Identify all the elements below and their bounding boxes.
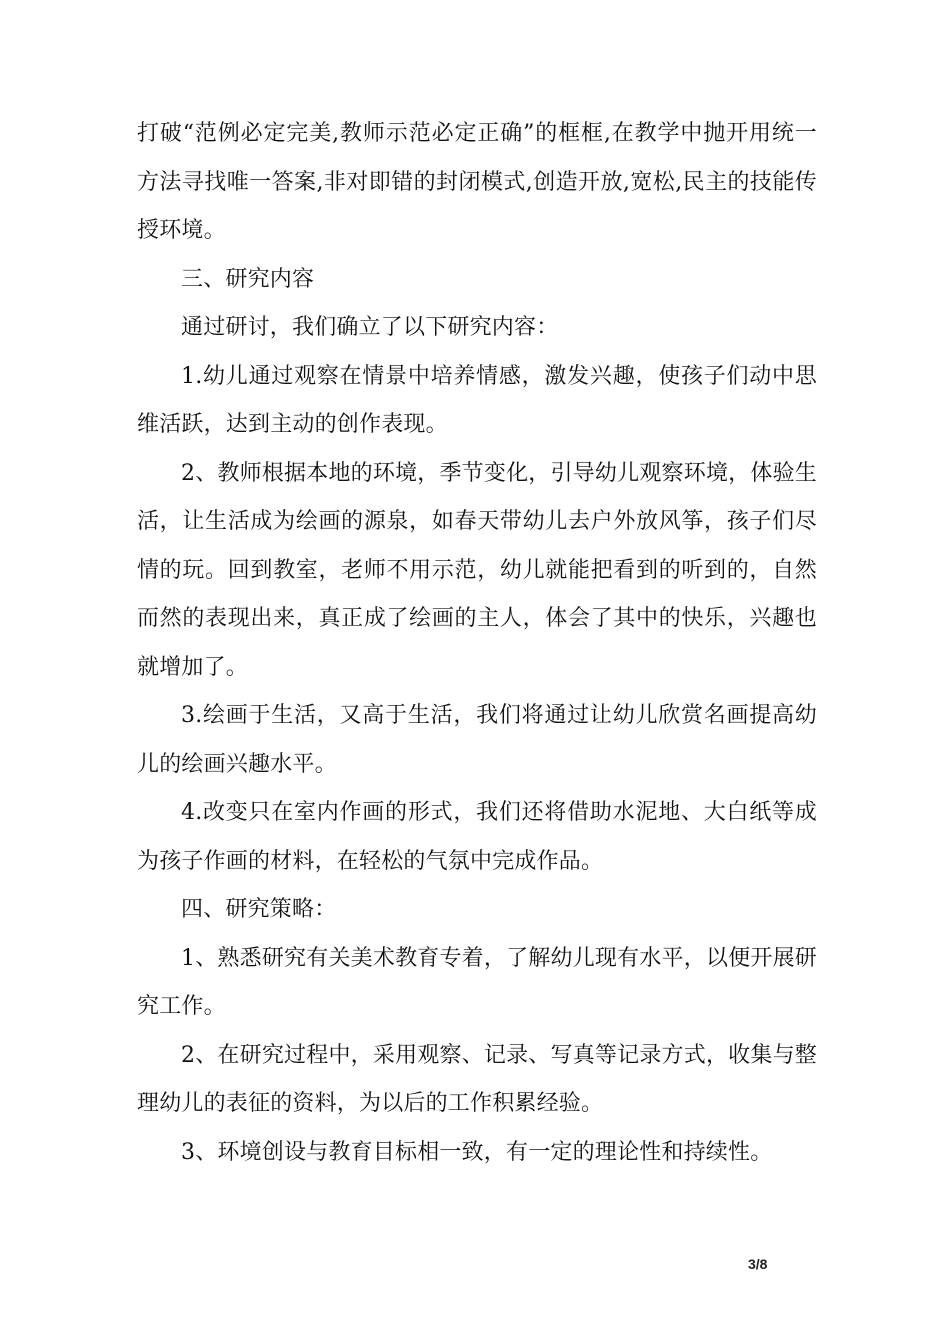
document-body [137, 110, 817, 1177]
paragraph-continuation: 打破“范例必定完美,教师示范必定正确”的框框,在教学中抛开用统一方法寻找唯一答案,非对即错的封闭模式,创造开放,宽松,民主的技能传授环境。 [137, 121, 817, 243]
page-number: 3/8 [748, 1256, 768, 1272]
paragraph-item-1: 1.幼儿通过观察在情景中培养情感，激发兴趣，使孩子们动中思维活跃，达到主动的创作表现。 [137, 363, 817, 437]
paragraph-item-2: 2、教师根据本地的环境，季节变化，引导幼儿观察环境，体验生活，让生活成为绘画的源泉，如春天带幼儿去户外放风筝，孩子们尽情的玩。回到教室，老师不用示范，幼儿就能把看到的听到的，自然而然的表现出来，真正成了绘画的主人，体会了其中的快乐，兴趣也就增加了。 [137, 460, 817, 680]
paragraph-strategy-1: 1、熟悉研究有关美术教育专着，了解幼儿现有水平，以便开展研究工作。 [137, 945, 817, 1019]
section-heading-research-strategy: 四、研究策略： [181, 897, 337, 922]
paragraph-strategy-2: 2、在研究过程中，采用观察、记录、写真等记录方式，收集与整理幼儿的表征的资料，为以后的工作积累经验。 [137, 1042, 817, 1116]
paragraph-strategy-3: 3、环境创设与教育目标相一致，有一定的理论性和持续性。 [181, 1139, 773, 1165]
paragraph-intro: 通过研讨，我们确立了以下研究内容： [181, 315, 559, 340]
paragraph-item-4: 4.改变只在室内作画的形式，我们还将借助水泥地、大白纸等成为孩子作画的材料，在轻松的气氛中完成作品。 [137, 800, 817, 874]
paragraph-item-3: 3.绘画于生活，又高于生活，我们将通过让幼儿欣赏名画提高幼儿的绘画兴趣水平。 [137, 703, 817, 777]
section-heading-research-content: 三、研究内容 [181, 266, 315, 292]
